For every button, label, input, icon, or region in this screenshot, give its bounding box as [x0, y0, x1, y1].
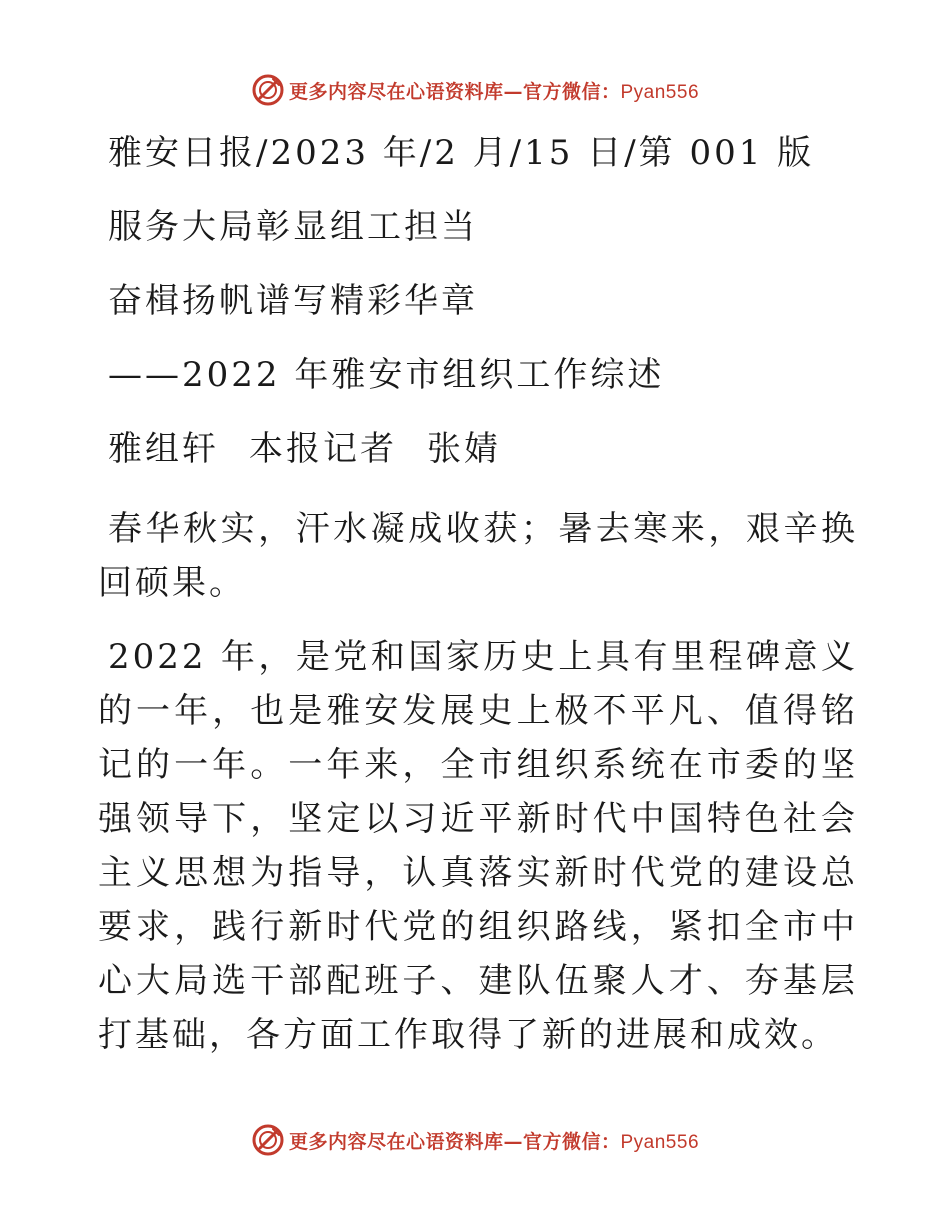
- byline-author-3: 张婧: [427, 429, 501, 469]
- byline-author-1: 雅组轩: [108, 429, 219, 469]
- paragraph-2: 2022 年，是党和国家历史上具有里程碑意义的一年，也是雅安发展史上极不平凡、值得铭记的一年。一年来，全市组织系统在市委的坚强领导下，坚定以习近平新时代中国特色社会主义思想为指导，认真落实新时代党的建设总要求，践行新时代党的组织路线，紧扣全市中心大局选干部配班子、建队伍聚人才、夯基层打基础，各方面工作取得了新的进展和成效。: [98, 637, 858, 1055]
- watermark-text: 更多内容尽在心语资料库—官方微信：Pyan556: [288, 80, 700, 103]
- headline-line-1: 服务大局彰显组工担当: [108, 207, 478, 247]
- byline-author-2: 本报记者: [249, 429, 397, 469]
- seal-logo-icon: [251, 73, 285, 107]
- byline: [98, 412, 858, 486]
- article-body: [98, 116, 858, 1062]
- headline-line-2: 奋楫扬帆谱写精彩华章: [108, 281, 478, 321]
- header-watermark: [0, 70, 950, 110]
- dateline: 雅安日报/2023 年/2 月/15 日/第 001 版: [108, 133, 815, 173]
- paragraph-1: 春华秋实，汗水凝成收获；暑去寒来，艰辛换回硕果。: [98, 509, 858, 603]
- subtitle: ——2022 年雅安市组织工作综述: [108, 355, 665, 395]
- seal-logo-icon: [251, 1123, 285, 1157]
- watermark-text: 更多内容尽在心语资料库—官方微信：Pyan556: [288, 1130, 700, 1153]
- footer-watermark: [0, 1120, 950, 1160]
